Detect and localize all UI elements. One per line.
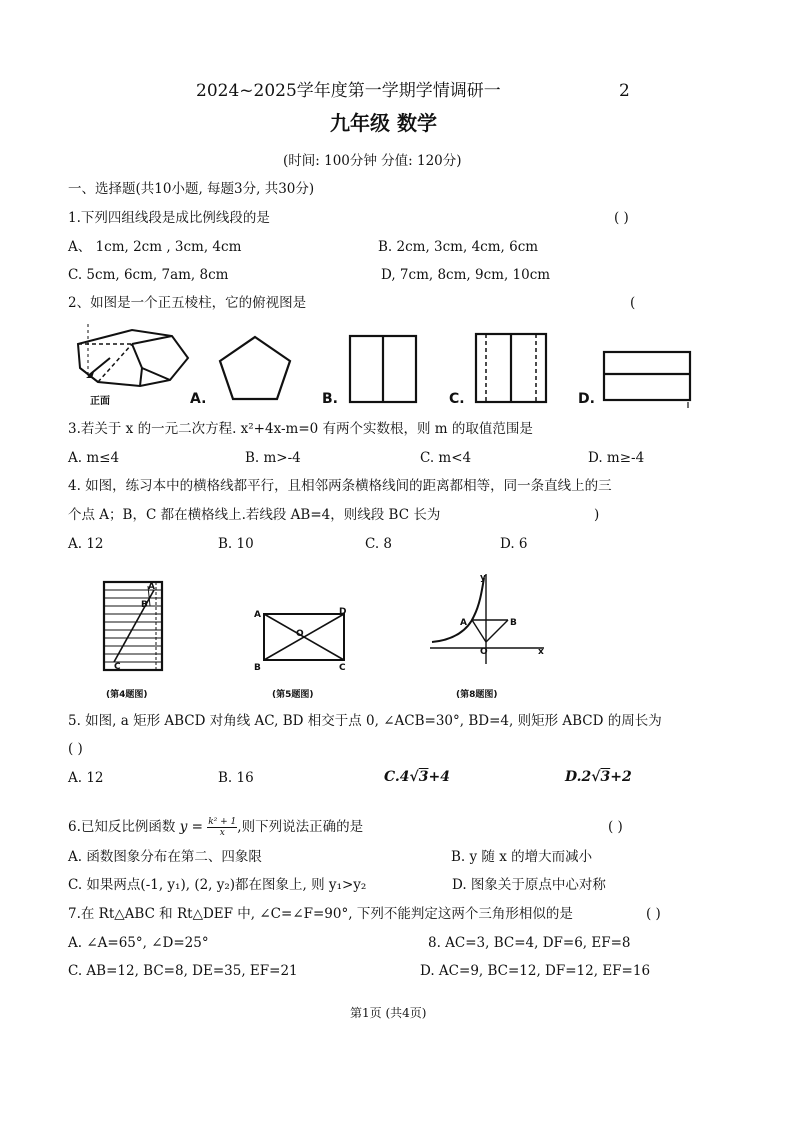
- q5-option-a: A. 12: [68, 770, 104, 786]
- q2-label-a: A.: [190, 391, 207, 407]
- fig5-caption: (第5题图): [272, 690, 314, 700]
- fig8-label-b: B: [510, 618, 517, 628]
- q3-option-b: B. m>-4: [245, 450, 301, 466]
- q1-stem: 1.下列四组线段是成比例线段的是: [68, 210, 270, 226]
- fig4-notebook: [96, 576, 176, 676]
- q5-option-b: B. 16: [218, 770, 254, 786]
- fig8-label-o: O: [480, 647, 488, 657]
- q5-stem: 5. 如图, a 矩形 ABCD 对角线 AC, BD 相交于点 0, ∠ACB=30°, BD=4, 则矩形 ABCD 的周长为: [68, 713, 662, 729]
- exam-title: 2024~2025学年度第一学期学情调研一: [196, 81, 501, 101]
- q2-front-label: 正面: [90, 396, 110, 407]
- q1-option-b: B. 2cm, 3cm, 4cm, 6cm: [378, 239, 539, 255]
- q4-option-b: B. 10: [218, 536, 254, 552]
- q4-option-a: A. 12: [68, 536, 104, 552]
- q2-option-c-figure: [474, 332, 550, 406]
- q6-option-b: B. y 随 x 的增大而减小: [451, 849, 593, 865]
- fig8-label-a: A: [460, 618, 467, 628]
- fig4-label-b: B: [141, 600, 148, 610]
- q2-bracket: (: [630, 295, 636, 311]
- q2-option-d-figure: [602, 350, 694, 410]
- q1-option-c: C. 5cm, 6cm, 7am, 8cm: [68, 267, 229, 283]
- q3-option-c: C. m<4: [420, 450, 472, 466]
- fig4-label-a: A: [148, 582, 155, 592]
- q3-option-d: D. m≥-4: [588, 450, 645, 466]
- q5-option-d: D.2√3+2: [565, 769, 632, 785]
- fig5-label-d: D: [339, 607, 347, 617]
- q7-option-c: C. AB=12, BC=8, DE=35, EF=21: [68, 963, 298, 979]
- section-heading: 一、选择题(共10小题, 每题3分, 共30分): [68, 181, 315, 197]
- fig8-label-y: y: [480, 573, 486, 583]
- q7-stem: 7.在 Rt△ABC 和 Rt△DEF 中, ∠C=∠F=90°, 下列不能判定这两个三角形相似的是: [68, 906, 573, 922]
- q2-label-b: B.: [322, 391, 338, 407]
- q1-option-d: D, 7cm, 8cm, 9cm, 10cm: [381, 267, 551, 283]
- q6-fraction: $\frac{\text{k² + 1}}{x}$: [208, 817, 237, 838]
- fig5-label-b: B: [254, 663, 261, 673]
- q4-stem-line2: 个点 A；B，C 都在横格线上.若线段 AB=4，则线段 BC 长为: [68, 507, 441, 523]
- fig5-rectangle: [256, 606, 352, 668]
- q7-bracket: ( ): [646, 906, 661, 922]
- q4-option-d: D. 6: [500, 536, 528, 552]
- fig5-label-c: C: [339, 663, 346, 673]
- q2-label-d: D.: [578, 391, 595, 407]
- page-footer: 第1页 (共4页): [350, 1006, 427, 1020]
- q3-option-a: A. m≤4: [68, 450, 120, 466]
- q6-option-d: D. 图象关于原点中心对称: [452, 877, 606, 893]
- subject-title: 九年级 数学: [330, 111, 437, 135]
- q4-bracket: ): [594, 507, 600, 523]
- q4-option-c: C. 8: [365, 536, 393, 552]
- q4-stem-line1: 4. 如图，练习本中的横格线都平行，且相邻两条横格线间的距离都相等，同一条直线上的三: [68, 478, 612, 494]
- fig4-caption: (第4题图): [106, 690, 148, 700]
- q7-option-d: D. AC=9, BC=12, DF=12, EF=16: [420, 963, 651, 979]
- fig4-label-c: C: [114, 662, 121, 672]
- q2-label-c: C.: [449, 391, 465, 407]
- q2-stem: 2、如图是一个正五棱柱，它的俯视图是: [68, 295, 307, 311]
- q1-option-a: A、 1cm, 2cm , 3cm, 4cm: [68, 239, 242, 255]
- q1-bracket: ( ): [614, 210, 629, 226]
- q3-stem: 3.若关于 x 的一元二次方程. x²+4x-m=0 有两个实数根，则 m 的取值范围是: [68, 421, 533, 437]
- q2-option-a-pentagon: [217, 334, 293, 402]
- q6-bracket: ( ): [608, 819, 623, 835]
- fig5-label-a: A: [254, 610, 261, 620]
- fig8-hyperbola-graph: [428, 570, 548, 666]
- q6-option-a: A. 函数图象分布在第二、四象限: [68, 849, 262, 865]
- q7-option-a: A. ∠A=65°, ∠D=25°: [68, 935, 209, 951]
- q2-option-b-figure: [348, 334, 420, 406]
- q6-stem: 6.已知反比例函数 y = $\frac{\text{k² + 1}}{x}$ ,则下列说法正确的是: [68, 817, 364, 838]
- fig5-label-o: O: [296, 629, 304, 639]
- title-suffix: 2: [619, 81, 630, 101]
- q5-option-c: C.4√3+4: [384, 769, 450, 785]
- q5-bracket: ( ): [68, 741, 83, 757]
- exam-meta: (时间: 100分钟 分值: 120分): [283, 153, 462, 169]
- q6-option-c: C. 如果两点(-1, y₁), (2, y₂)都在图象上, 则 y₁>y₂: [68, 877, 367, 893]
- fig8-label-x: x: [538, 647, 544, 657]
- fig8-caption: (第8题图): [456, 690, 498, 700]
- q7-option-b: 8. AC=3, BC=4, DF=6, EF=8: [428, 935, 631, 951]
